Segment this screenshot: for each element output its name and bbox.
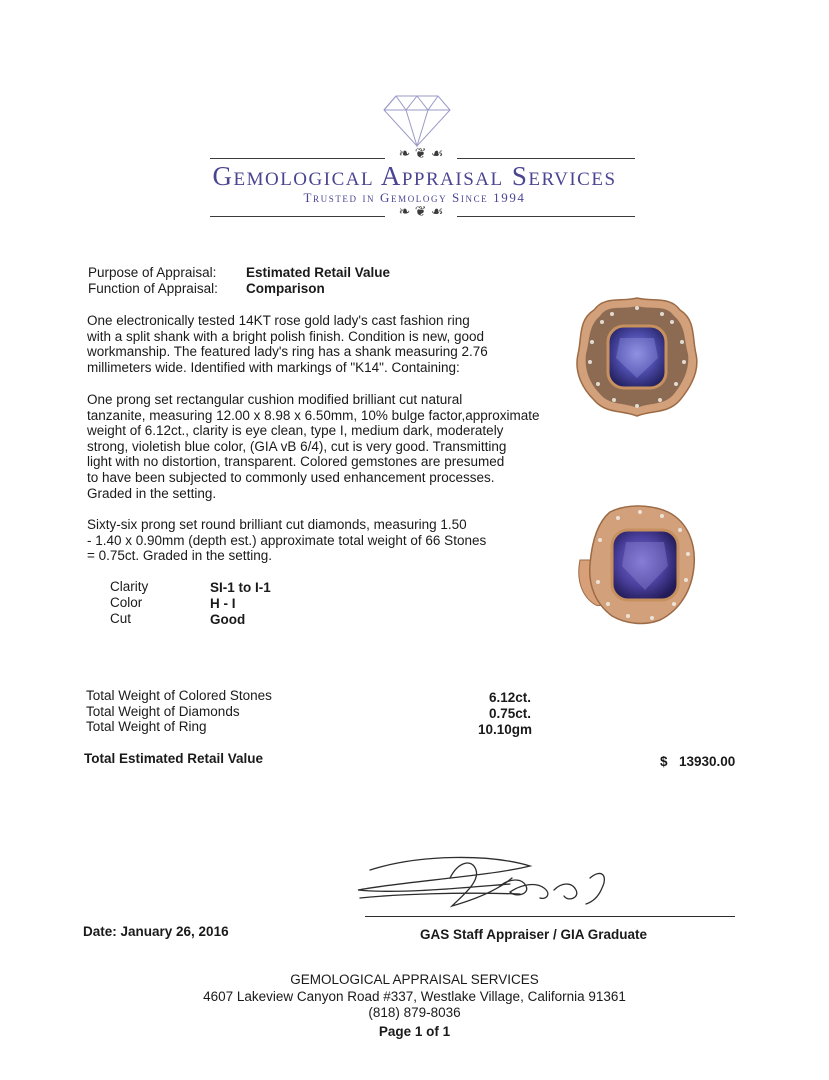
signature-line bbox=[365, 916, 735, 917]
ring-description-line: workmanship. The featured lady's ring has a shank measuring 2.76 bbox=[87, 344, 488, 360]
tanzanite-description-line: One prong set rectangular cushion modified brilliant cut natural bbox=[87, 392, 463, 407]
total-value-colored-stones: 6.12ct. bbox=[489, 690, 532, 705]
grading-label-cut: Cut bbox=[110, 611, 132, 626]
tanzanite-description-line: light with no distortion, transparent. Colored gemstones are presumed bbox=[87, 454, 505, 470]
footer-address: 4607 Lakeview Canyon Road #337, Westlake Village, California 91361 bbox=[203, 989, 626, 1004]
tanzanite-description bbox=[87, 392, 567, 501]
grading-value-cut: Good bbox=[210, 612, 246, 627]
ring-description bbox=[87, 313, 557, 375]
footer-company: GEMOLOGICAL APPRAISAL SERVICES bbox=[290, 972, 539, 987]
estimated-value-currency: $ bbox=[660, 754, 668, 769]
ring-description-line: millimeters wide. Identified with markings of "K14". Containing: bbox=[87, 359, 460, 375]
header-bottom-rule bbox=[210, 216, 385, 217]
tanzanite-description-line: tanzanite, measuring 12.00 x 8.98 x 6.50mm, 10% bulge factor,approximate bbox=[87, 407, 540, 423]
purpose-label: Purpose of Appraisal: bbox=[88, 265, 217, 280]
header-bottom-rule-right bbox=[457, 216, 635, 217]
estimated-value-label: Total Estimated Retail Value bbox=[84, 751, 264, 766]
diamond-description-line: - 1.40 x 0.90mm (depth est.) approximate total weight of 66 Stones bbox=[87, 532, 487, 548]
total-label-diamonds: Total Weight of Diamonds bbox=[86, 704, 240, 719]
estimated-value-amount: 13930.00 bbox=[679, 754, 736, 769]
diamond-description-line: Sixty-six prong set round brilliant cut diamonds, measuring 1.50 bbox=[87, 517, 467, 532]
function-label: Function of Appraisal: bbox=[88, 281, 218, 296]
header-top-rule bbox=[210, 158, 385, 159]
diamond-description bbox=[87, 517, 557, 564]
grading-label-color: Color bbox=[110, 595, 143, 610]
appraiser-title: GAS Staff Appraiser / GIA Graduate bbox=[420, 927, 648, 942]
ring-description-line: One electronically tested 14KT rose gold lady's cast fashion ring bbox=[87, 313, 470, 328]
header-top-flourish: ❧ ❦ ☙ bbox=[398, 146, 444, 162]
company-tagline: Trusted in Gemology Since 1994 bbox=[303, 190, 526, 205]
total-label-colored-stones: Total Weight of Colored Stones bbox=[86, 688, 272, 703]
header-top-rule-right bbox=[457, 158, 635, 159]
appraisal-date: Date: January 26, 2016 bbox=[83, 924, 229, 939]
total-label-ring: Total Weight of Ring bbox=[86, 719, 207, 734]
total-value-ring: 10.10gm bbox=[478, 722, 533, 737]
page-number: Page 1 of 1 bbox=[378, 1024, 451, 1039]
ring-photo-top-view bbox=[572, 292, 702, 422]
header-bottom-flourish: ❧ ❦ ☙ bbox=[398, 204, 444, 220]
purpose-value: Estimated Retail Value bbox=[246, 265, 391, 280]
diamond-logo-icon bbox=[382, 92, 452, 148]
tanzanite-description-line: Graded in the setting. bbox=[87, 485, 217, 501]
appraiser-signature bbox=[340, 848, 650, 924]
grading-label-clarity: Clarity bbox=[110, 579, 149, 594]
grading-value-clarity: SI-1 to I-1 bbox=[210, 580, 271, 595]
ring-description-line: with a split shank with a bright polish finish. Condition is new, good bbox=[87, 328, 484, 344]
tanzanite-description-line: to have been subjected to commonly used enhancement processes. bbox=[87, 469, 495, 485]
grading-value-color: H - I bbox=[210, 596, 236, 611]
ring-photo-side-view bbox=[570, 500, 702, 630]
tanzanite-description-line: weight of 6.12ct., clarity is eye clean, type I, medium dark, moderately bbox=[87, 423, 504, 439]
tanzanite-description-line: strong, violetish blue color, (GIA vB 6/4), cut is very good. Transmitting bbox=[87, 438, 507, 454]
footer-phone: (818) 879-8036 bbox=[368, 1005, 461, 1020]
total-value-diamonds: 0.75ct. bbox=[489, 706, 532, 721]
diamond-description-line: = 0.75ct. Graded in the setting. bbox=[87, 548, 272, 564]
function-value: Comparison bbox=[246, 281, 325, 296]
company-name: Gemological Appraisal Services bbox=[212, 161, 617, 191]
